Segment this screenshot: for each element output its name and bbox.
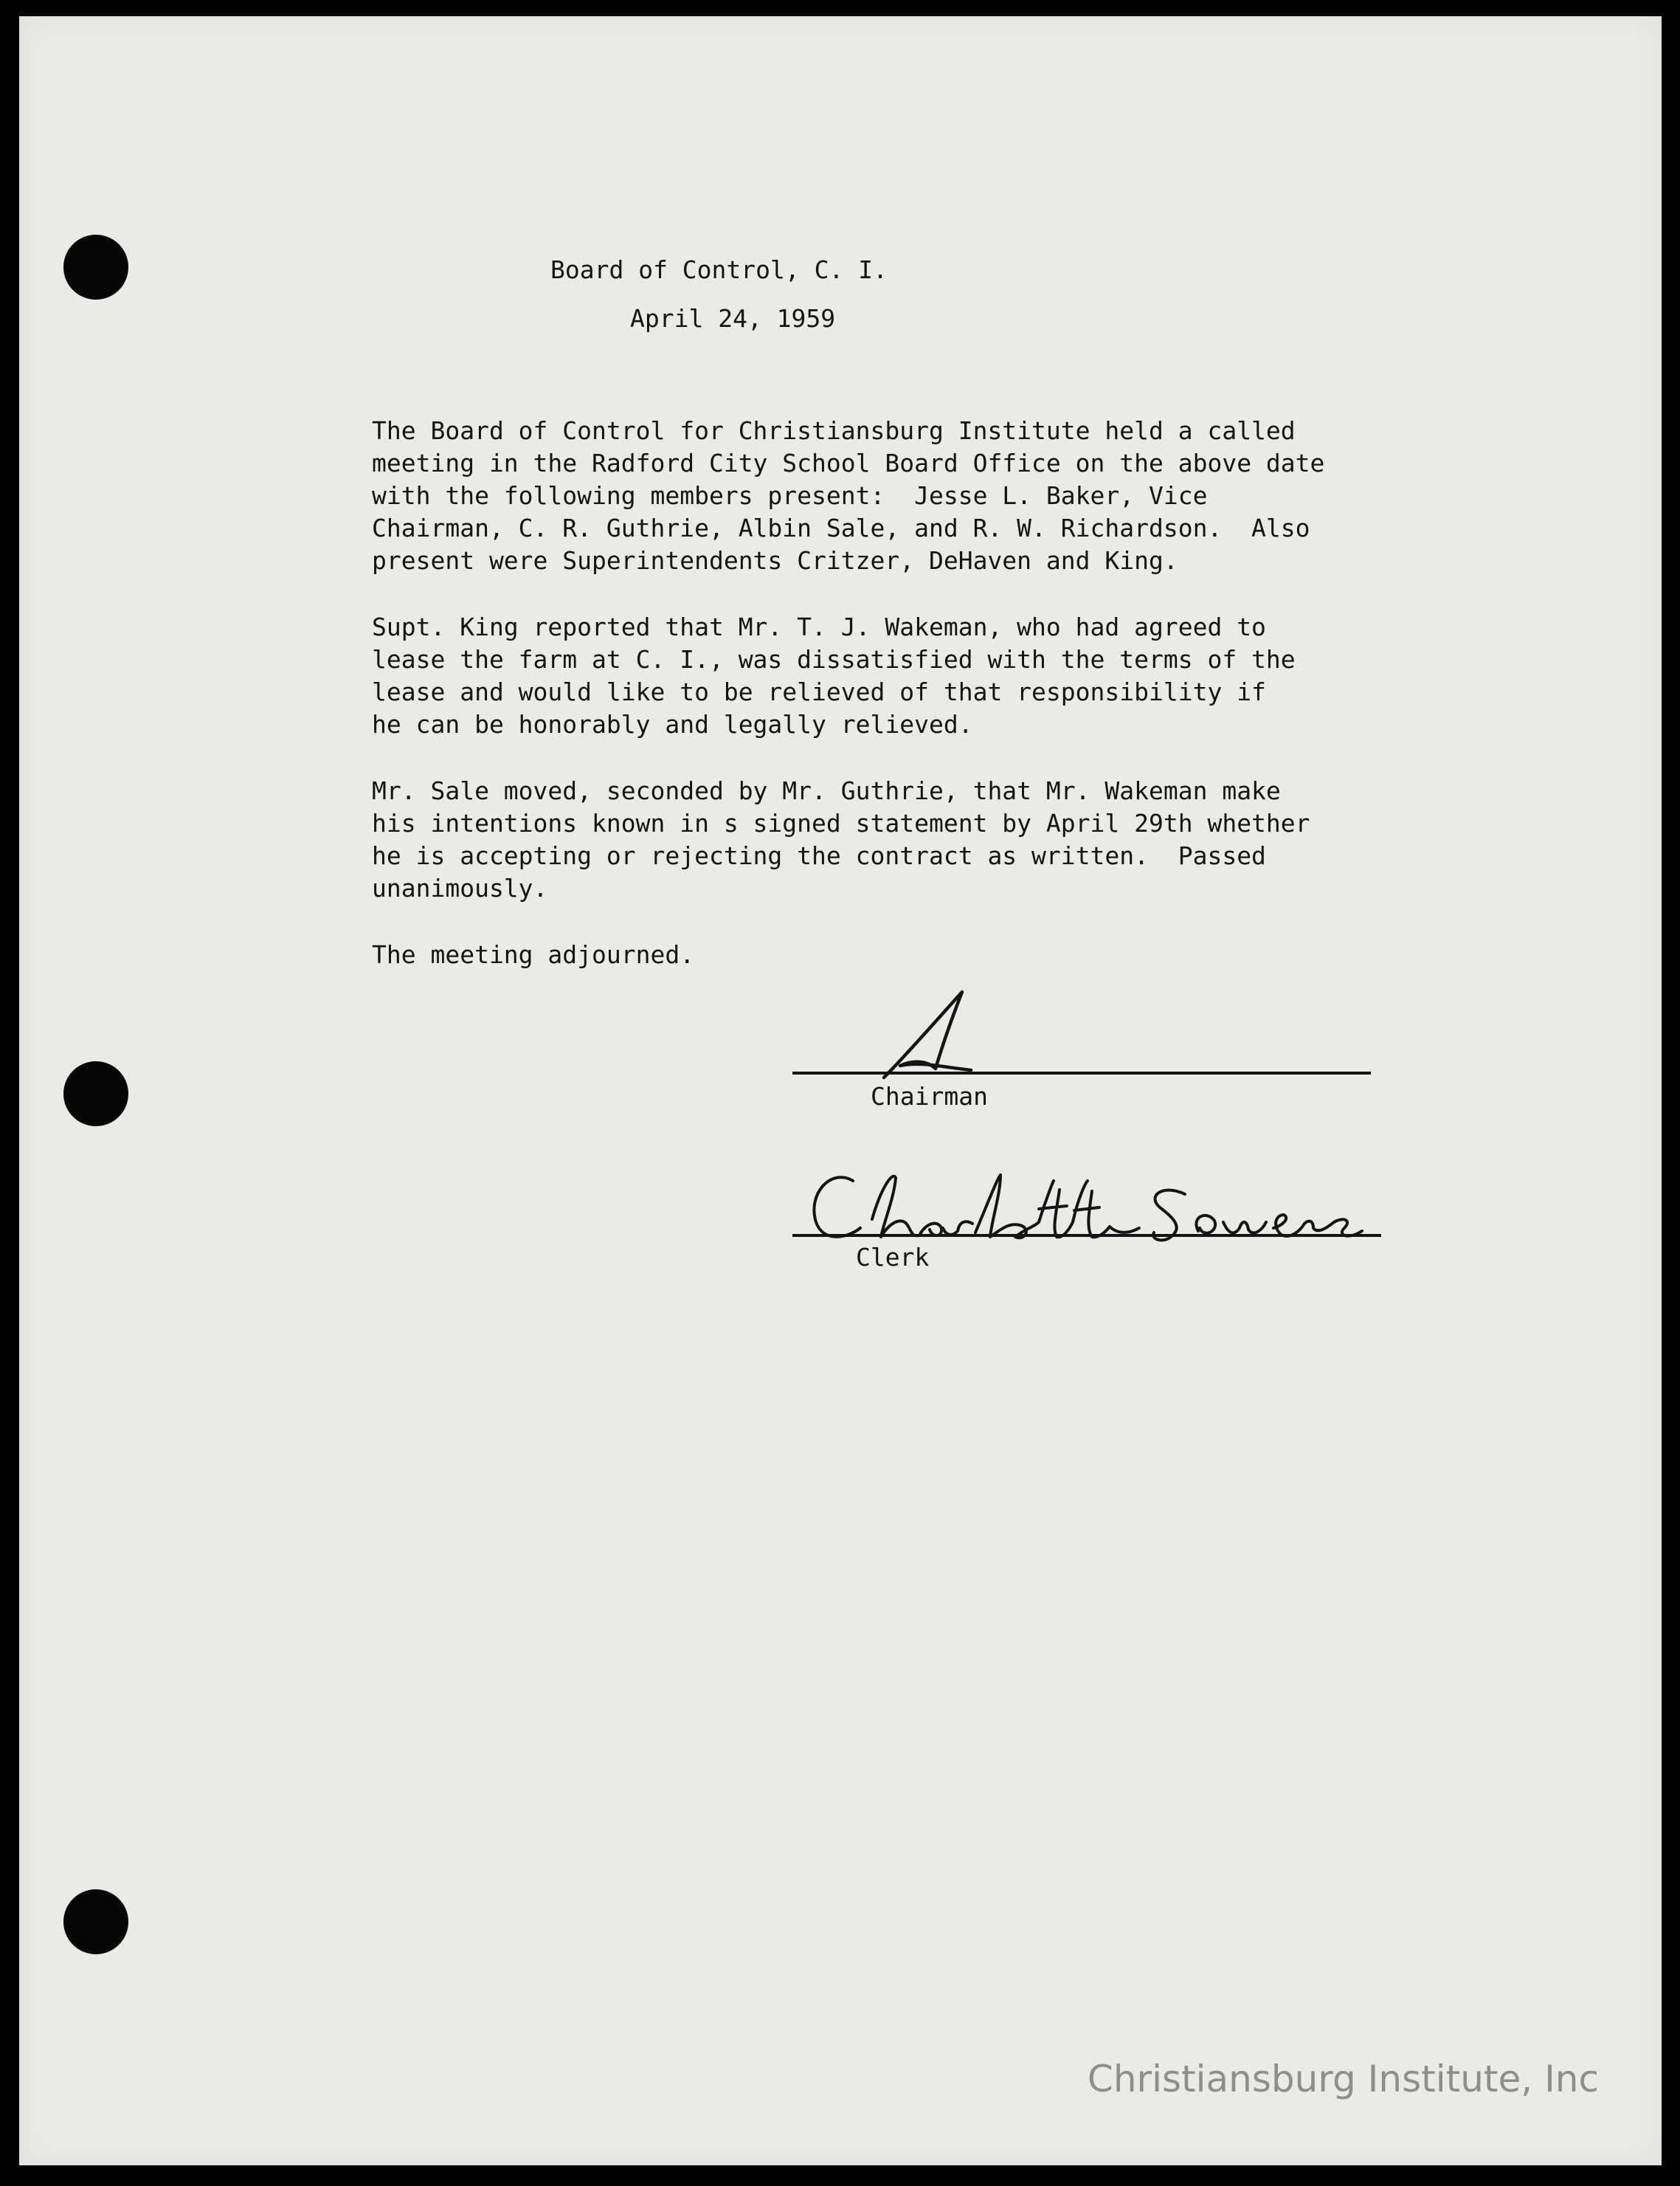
text-line: Supt. King reported that Mr. T. J. Wakeman, who had agreed to [372, 613, 1266, 641]
paragraph-adjourned: The meeting adjourned. [372, 940, 695, 969]
chairman-signature-line [792, 1072, 1371, 1075]
text-line: lease the farm at C. I., was dissatisfied with the terms of the [372, 645, 1296, 674]
punch-hole-bottom [63, 1889, 128, 1954]
watermark: Christiansburg Institute, Inc [1087, 2058, 1599, 2100]
document-heading: Board of Control, C. I. [550, 255, 888, 284]
punch-hole-middle [63, 1061, 128, 1126]
text-line: present were Superintendents Critzer, DeHaven and King. [372, 546, 1178, 575]
text-line: lease and would like to be relieved of that responsibility if [372, 677, 1266, 706]
text-line: his intentions known in s signed statement by April 29th whether [372, 809, 1310, 838]
text-line: he is accepting or rejecting the contract as written. Passed [372, 841, 1266, 870]
text-line: unanimously. [372, 874, 548, 903]
document-page [19, 16, 1662, 2165]
text-line: Chairman, C. R. Guthrie, Albin Sale, and R. W. Richardson. Also [372, 514, 1310, 542]
clerk-label: Clerk [856, 1243, 930, 1272]
chairman-label: Chairman [871, 1082, 988, 1111]
document-date: April 24, 1959 [630, 304, 836, 333]
text-line: The Board of Control for Christiansburg Institute held a called [372, 416, 1296, 445]
punch-hole-top [63, 235, 128, 300]
chairman-signature [875, 976, 1008, 1086]
text-line: Mr. Sale moved, seconded by Mr. Guthrie, that Mr. Wakeman make [372, 776, 1281, 805]
text-line: meeting in the Radford City School Board Office on the above date [372, 449, 1325, 477]
text-line: he can be honorably and legally relieved. [372, 710, 973, 739]
text-line: with the following members present: Jesse L. Baker, Vice [372, 481, 1208, 510]
clerk-signature-line [792, 1234, 1381, 1237]
